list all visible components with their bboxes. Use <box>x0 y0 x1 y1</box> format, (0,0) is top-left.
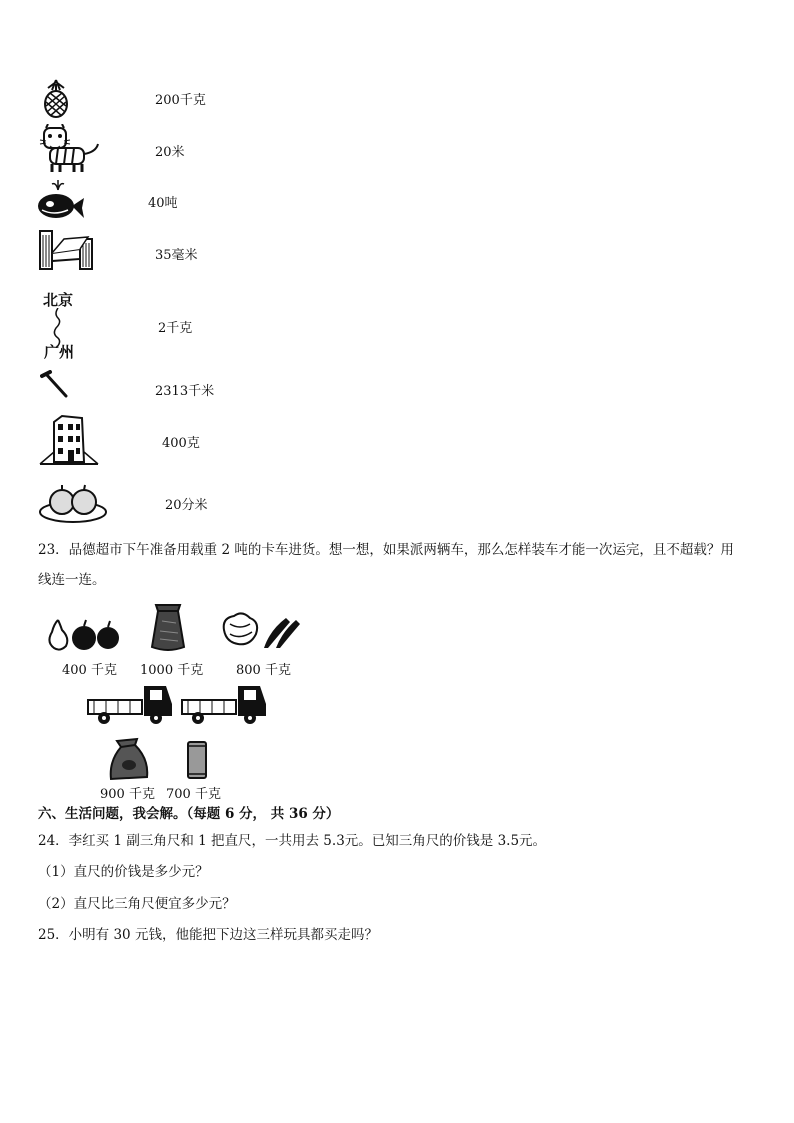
question-25: 25．小明有 30 元钱，他能把下边这三样玩具都买走吗？ <box>38 927 378 943</box>
nail-picture <box>40 370 70 398</box>
weight-can: 700 千克 <box>166 787 221 802</box>
question-24: 24．李红买 1 副三角尺和 1 把直尺，一共用去 5.3元。已知三角尺的价钱是 3.5元。 <box>38 833 547 849</box>
weight-vegetables: 800 千克 <box>236 663 291 678</box>
tiger-picture <box>36 124 102 174</box>
can-picture <box>186 740 208 780</box>
weight-fruit: 400 千克 <box>62 663 117 678</box>
map-label-beijing: 北京 <box>43 291 74 309</box>
weight-sack: 1000 千克 <box>140 663 204 678</box>
question-24-sub1: （1）直尺的价钱是多少元？ <box>38 864 209 880</box>
truck-2-picture <box>180 682 270 726</box>
bag-picture <box>107 737 153 781</box>
label-pineapple: 200千克 <box>155 93 206 108</box>
label-fruit-plate: 20分米 <box>165 498 208 513</box>
question-23-line2: 线连一连。 <box>38 572 106 588</box>
label-map: 2千克 <box>158 321 193 336</box>
label-tiger: 20米 <box>155 145 185 160</box>
question-24-sub2: （2）直尺比三角尺便宜多少元？ <box>38 896 236 912</box>
map-label-guangzhou: 广州 <box>44 343 75 361</box>
question-23-line1: 23．品德超市下午准备用载重 2 吨的卡车进货。想一想，如果派两辆车，那么怎样装车才能一次运完，且不超载？用 <box>38 542 734 558</box>
building-picture <box>38 412 100 466</box>
label-nail: 2313千米 <box>155 384 215 399</box>
whale-picture <box>36 180 86 222</box>
label-bed: 35毫米 <box>155 248 198 263</box>
fruit-plate-picture <box>38 482 108 524</box>
weight-bag: 900 千克 <box>100 787 155 802</box>
vegetables-picture <box>220 610 302 650</box>
pineapple-picture <box>38 78 74 118</box>
bed-picture <box>38 227 94 271</box>
pear-apples-picture <box>46 616 120 652</box>
label-building: 400克 <box>162 436 200 451</box>
label-whale: 40吨 <box>148 196 178 211</box>
truck-1-picture <box>86 682 176 726</box>
section-6-title: 六、生活问题，我会解。（每题 6 分， 共 36 分） <box>38 806 340 822</box>
sack-picture <box>148 601 188 653</box>
